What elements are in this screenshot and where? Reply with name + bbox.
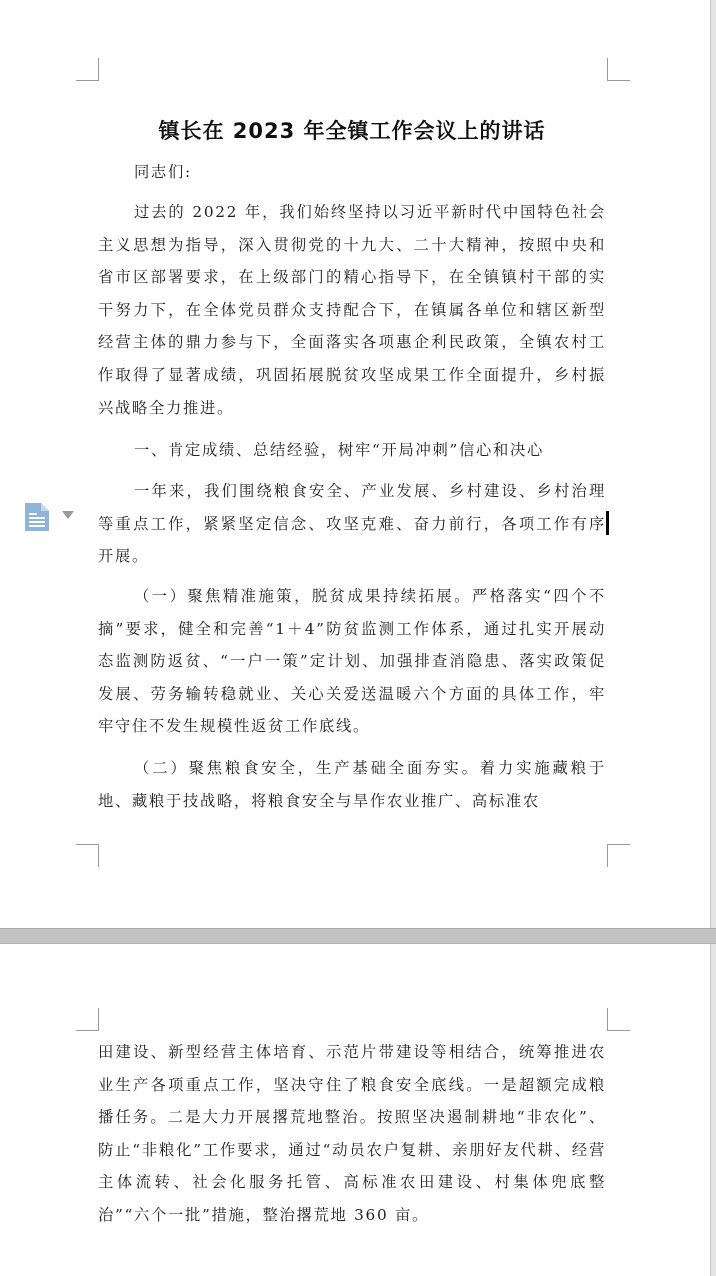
- text-cursor: [606, 511, 609, 535]
- crop-mark-top-right: [607, 1008, 630, 1031]
- scroll-edge: [710, 0, 716, 1276]
- crop-mark-bottom-right: [607, 844, 630, 867]
- dropdown-arrow-icon[interactable]: [61, 510, 75, 520]
- paragraph-intro[interactable]: 过去的 2022 年，我们始终坚持以习近平新时代中国特色社会主义思想为指导，深入贯彻党的十九大、二十大精神，按照中央和省市区部署要求，在上级部门的精心指导下，在全镇镇村干部的实干努力下，在全体党员群众支持配合下，在镇属各单位和辖区新型经营主体的鼎力参与下，全面落实各项惠企利民政策，全镇农村工作取得了显著成绩，巩固拓展脱贫攻坚成果工作全面提升，乡村振兴战略全力推进。: [98, 203, 606, 417]
- crop-mark-top-left: [76, 58, 99, 81]
- paragraph-grain-start[interactable]: （二）聚焦粮食安全，生产基础全面夯实。着力实施藏粮于地、藏粮于技战略，将粮食安全与旱作农业推广、高标准农: [98, 759, 606, 810]
- document-page-2: [0, 944, 710, 1276]
- paragraph-poverty[interactable]: （一）聚焦精准施策，脱贫成果持续拓展。严格落实“四个不摘”要求，健全和完善“1＋4”防贫监测工作体系，通过扎实开展动态监测防返贫、“一户一策”定计划、加强排查消隐患、落实政策促发展、劳务输转稳就业、关心关爱送温暖六个方面的具体工作，牢牢守住不发生规模性返贫工作底线。: [98, 587, 606, 736]
- crop-mark-top-right: [607, 58, 630, 81]
- paragraph-grain-continued[interactable]: 田建设、新型经营主体培育、示范片带建设等相结合，统筹推进农业生产各项重点工作，坚决守住了粮食安全底线。一是超额完成粮播任务。二是大力开展撂荒地整治。按照坚决遏制耕地“非农化”、防止“非粮化”工作要求，通过“动员农户复耕、亲朋好友代耕、经营主体流转、社会化服务托管、高标准农田建设、村集体兜底整治”“六个一批”措施，整治撂荒地 360 亩。: [98, 1043, 606, 1224]
- heading-section-1[interactable]: 一、肯定成绩、总结经验，树牢“开局冲刺”信心和决心: [134, 441, 544, 459]
- page-gap: [0, 928, 716, 944]
- document-title: 镇长在 2023 年全镇工作会议上的讲话: [158, 119, 546, 143]
- crop-mark-bottom-left: [76, 844, 99, 867]
- crop-mark-top-left: [76, 1008, 99, 1031]
- document-paragraph-icon[interactable]: [24, 502, 50, 532]
- paragraph-overview[interactable]: 一年来，我们围绕粮食安全、产业发展、乡村建设、乡村治理等重点工作，紧紧坚定信念、攻坚克难、奋力前行，各项工作有序开展。: [98, 482, 606, 566]
- salutation[interactable]: 同志们:: [134, 163, 192, 181]
